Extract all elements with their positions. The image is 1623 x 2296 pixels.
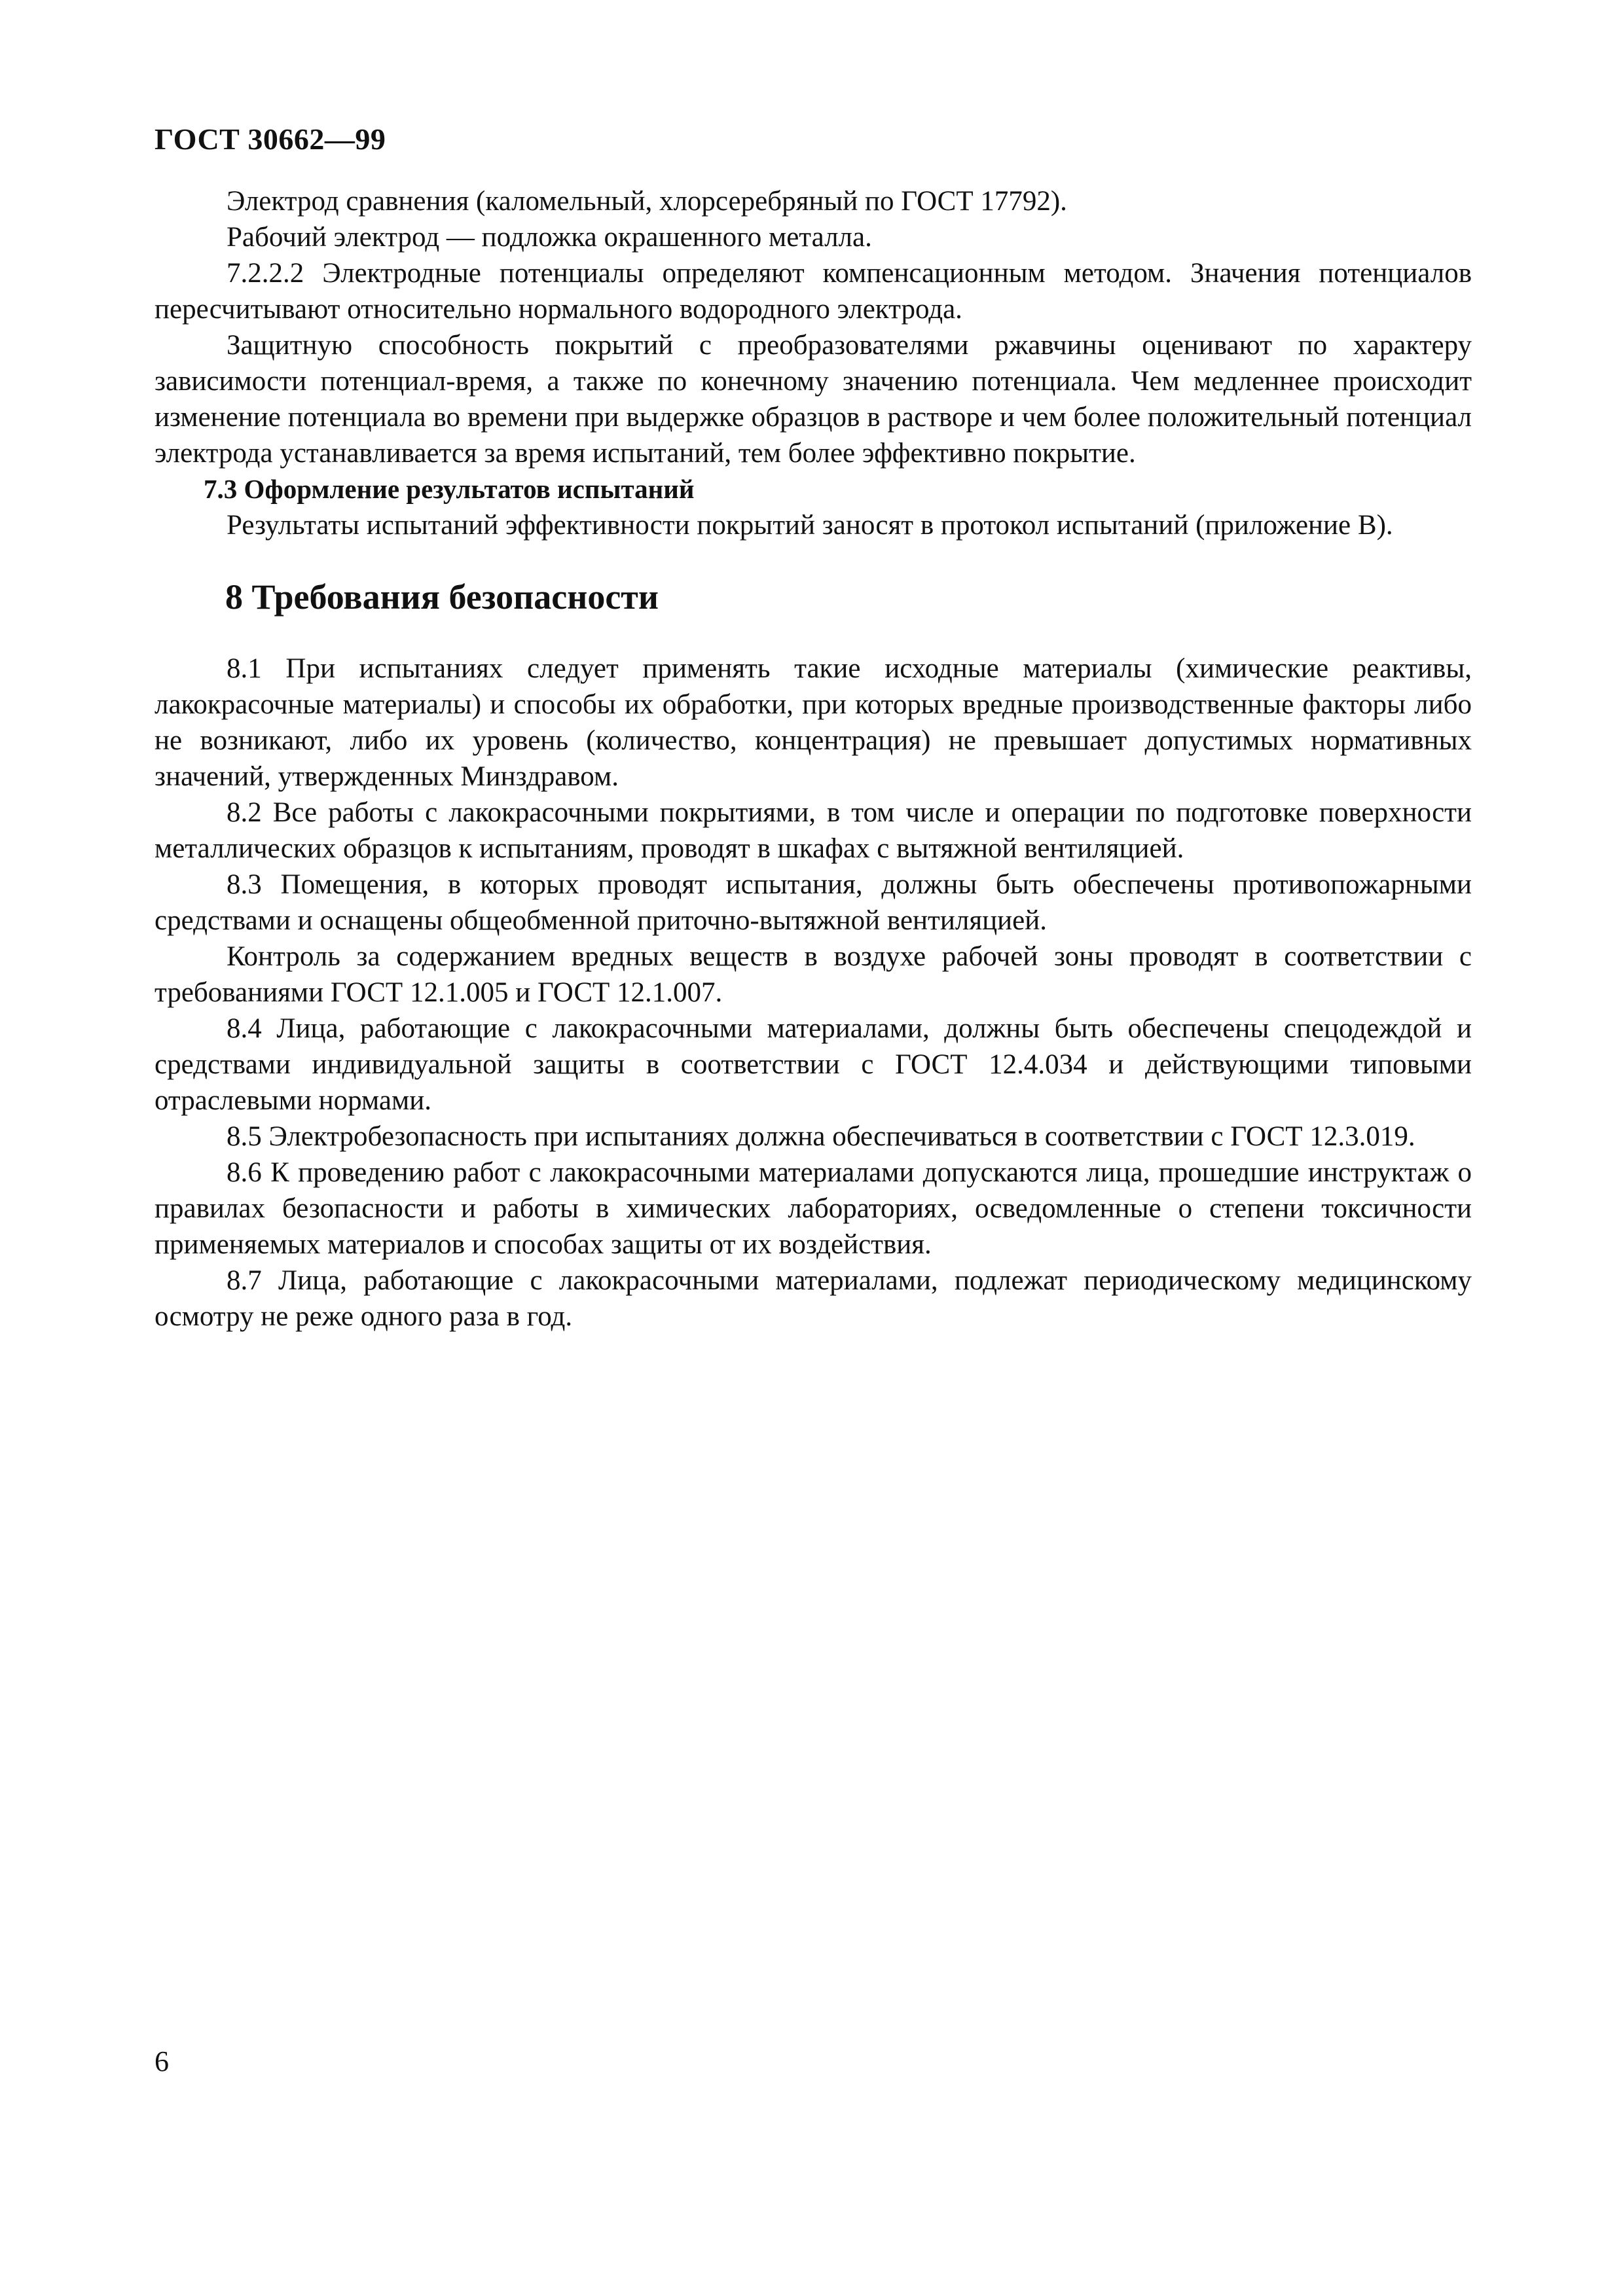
- paragraph: Результаты испытаний эффективности покрытий заносят в протокол испытаний (приложение В).: [227, 510, 1393, 541]
- paragraph: 8.4 Лица, работающие с лакокрасочными материалами, должны быть обеспечены спецодеждой и средствами индивидуальной защиты в соответствии с ГОСТ 12.4.034 и действующими типовыми отраслевыми нормами.: [155, 1013, 1472, 1116]
- paragraph: Электрод сравнения (каломельный, хлорсеребряный по ГОСТ 17792).: [227, 186, 1067, 217]
- subsection-heading: 7.3 Оформление результатов испытаний: [204, 474, 695, 504]
- paragraph: 8.2 Все работы с лакокрасочными покрытиями, в том числе и операции по подготовке поверхности металлических образцов к испытаниям, проводят в шкафах с вытяжной вентиляцией.: [155, 797, 1472, 864]
- page-number: 6: [155, 2045, 169, 2077]
- document-header: ГОСТ 30662—99: [155, 122, 386, 156]
- paragraph: 8.3 Помещения, в которых проводят испытания, должны быть обеспечены противопожарными средствами и оснащены общеобменной приточно-вытяжной вентиляцией.: [155, 869, 1472, 936]
- paragraph: 8.7 Лица, работающие с лакокрасочными материалами, подлежат периодическому медицинскому осмотру не реже одного раза в год.: [155, 1265, 1472, 1332]
- paragraph: Контроль за содержанием вредных веществ в воздухе рабочей зоны проводят в соответствии с требованиями ГОСТ 12.1.005 и ГОСТ 12.1.007.: [155, 941, 1472, 1008]
- paragraph: Защитную способность покрытий с преобразователями ржавчины оценивают по характеру зависимости потенциал-время, а также по конечному значению потенциала. Чем медленнее происходит изменение потенциала во времени при выдержке образцов в растворе и чем более положительный потенциал электрода устанавливается за время испытаний, тем более эффективно покрытие.: [155, 330, 1472, 469]
- paragraph: 8.5 Электробезопасность при испытаниях должна обеспечиваться в соответствии с ГОСТ 12.3.019.: [227, 1121, 1415, 1152]
- paragraph: Рабочий электрод — подложка окрашенного металла.: [227, 222, 872, 253]
- section-heading: 8 Требования безопасности: [225, 577, 659, 617]
- paragraph: 8.6 К проведению работ с лакокрасочными материалами допускаются лица, прошедшие инструктаж о правилах безопасности и работы в химических лабораториях, осведомленные о степени токсичности применяемых материалов и способах защиты от их воздействия.: [155, 1157, 1472, 1260]
- paragraph: 8.1 При испытаниях следует применять такие исходные материалы (химические реактивы, лакокрасочные материалы) и способы их обработки, при которых вредные производственные факторы либо не возникают, либо их уровень (количество, концентрация) не превышает допустимых нормативных значений, утвержденных Минздравом.: [155, 653, 1472, 792]
- paragraph: 7.2.2.2 Электродные потенциалы определяют компенсационным методом. Значения потенциалов пересчитывают относительно нормального водородного электрода.: [155, 258, 1472, 325]
- document-body: [155, 183, 1472, 1335]
